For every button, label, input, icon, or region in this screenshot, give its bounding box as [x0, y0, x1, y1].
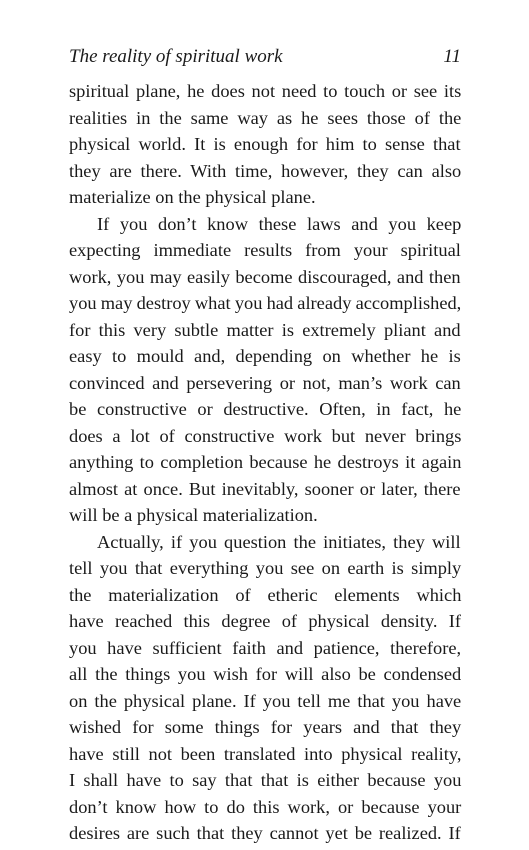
text-line: realities in the same way as he sees those of the — [69, 107, 462, 128]
text-line: wished for some things for years and that they — [69, 717, 462, 737]
page-number: 11 — [443, 46, 461, 67]
text-line: easy to mould and, depending on whether he is — [69, 346, 461, 366]
text-line: will be a physical materialization. — [69, 505, 318, 525]
text-line: almost at once. But inevitably, sooner or later, there — [69, 478, 461, 499]
text-line: expecting immediate results from your spiritual — [69, 240, 461, 260]
text-line: does a lot of constructive work but never brings — [69, 425, 462, 446]
text-line: Actually, if you question the initiates, they will — [97, 531, 461, 552]
text-line: physical world. It is enough for him to sense that — [69, 134, 461, 154]
text-line: all the things you wish for will also be condensed — [69, 664, 462, 684]
text-line: for this very subtle matter is extremely pliant and — [69, 319, 461, 340]
text-line: work, you may easily become discouraged, and then — [69, 266, 461, 287]
paragraph-1 — [69, 78, 461, 211]
text-line: they are there. With time, however, they can also — [69, 160, 462, 181]
text-line: tell you that everything you see on earth is simply — [69, 558, 462, 578]
text-line: desires are such that they cannot yet be realized. If — [69, 823, 461, 843]
text-line: the materialization of etheric elements which — [69, 584, 462, 605]
paragraph-3 — [69, 529, 461, 847]
text-line: don’t know how to do this work, or because your — [69, 796, 462, 817]
text-line: on the physical plane. If you tell me that you have — [69, 690, 462, 711]
text-line: convinced and persevering or not, man’s work can — [69, 372, 461, 393]
text-line: be constructive or destructive. Often, in fact, he — [69, 399, 462, 419]
text-line: spiritual plane, he does not need to touch or see its — [69, 81, 462, 101]
text-line: you may destroy what you had already accomplished, — [69, 293, 462, 313]
paragraph-2 — [69, 211, 461, 529]
running-title: The reality of spiritual work — [69, 46, 283, 67]
text-line: have reached this degree of physical density. If — [69, 611, 462, 631]
text-line: If you don’t know these laws and you keep — [97, 213, 462, 234]
text-line: anything to completion because he destroys it again — [69, 452, 462, 472]
text-line: have still not been translated into physical reality, — [69, 743, 462, 764]
body-text — [69, 78, 461, 847]
text-line: you have sufficient faith and patience, therefore, — [69, 637, 462, 658]
text-line: materialize on the physical plane. — [69, 187, 316, 207]
text-line: I shall have to say that that is either because you — [69, 770, 462, 790]
running-head — [69, 44, 461, 70]
